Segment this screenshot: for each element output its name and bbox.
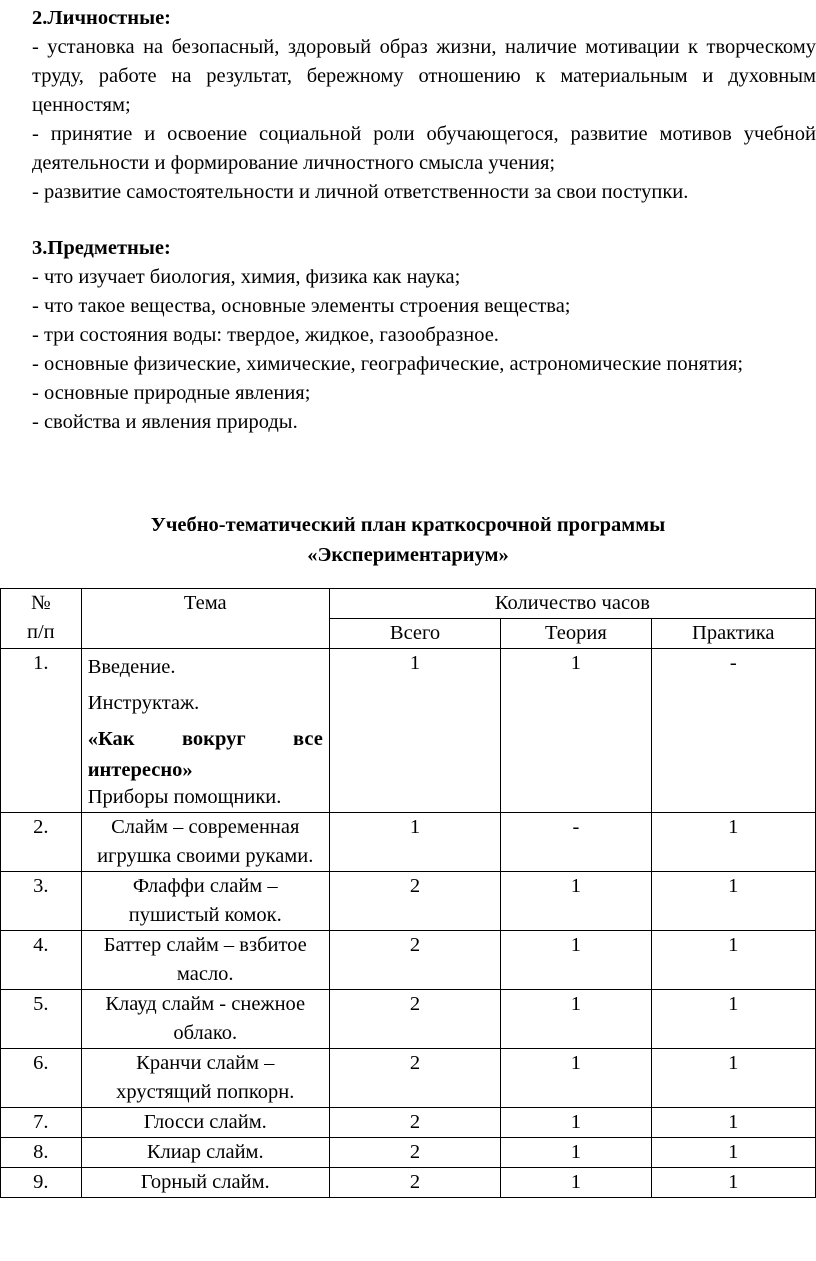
row-number: 5. <box>1 990 82 1049</box>
row-theory: - <box>501 813 651 872</box>
subject-item: - что изучает биология, химия, физика как наука; <box>32 266 461 288</box>
subject-item: - основные природные явления; <box>32 382 311 404</box>
table-row <box>1 649 816 813</box>
row-practice: 1 <box>651 813 815 872</box>
row-number: 1. <box>1 649 82 813</box>
subject-item: - что такое вещества, основные элементы строения вещества; <box>32 295 571 317</box>
row-theory: 1 <box>501 1138 651 1168</box>
row-topic: Клиар слайм. <box>81 1138 329 1168</box>
row-theory: 1 <box>501 649 651 813</box>
row-topic: Введение. Инструктаж. «Как вокруг все интересно» Приборы помощники. <box>81 649 329 813</box>
plan-table <box>0 588 816 1198</box>
row-number: 3. <box>1 872 82 931</box>
table-row <box>1 1138 816 1168</box>
row-topic: Глосси слайм. <box>81 1108 329 1138</box>
header-number: № п/п <box>1 589 82 649</box>
subject-item: - основные физические, химические, географические, астрономические понятия; <box>32 353 744 375</box>
row-number: 9. <box>1 1168 82 1198</box>
row-topic: Кранчи слайм – хрустящий попкорн. <box>81 1049 329 1108</box>
plan-title-line2: «Экспериментариум» <box>307 544 509 566</box>
row-topic: Клауд слайм - снежное облако. <box>81 990 329 1049</box>
table-row <box>1 1049 816 1108</box>
row-practice: 1 <box>651 931 815 990</box>
table-row <box>1 931 816 990</box>
subject-item: - три состояния воды: твердое, жидкое, газообразное. <box>32 324 499 346</box>
row-number: 7. <box>1 1108 82 1138</box>
row-practice: 1 <box>651 1138 815 1168</box>
row-total: 2 <box>329 1138 500 1168</box>
row-practice: 1 <box>651 1049 815 1108</box>
row-total: 1 <box>329 813 500 872</box>
row-theory: 1 <box>501 1049 651 1108</box>
row-total: 2 <box>329 1168 500 1198</box>
document-body <box>32 4 816 437</box>
row-total: 2 <box>329 931 500 990</box>
row-theory: 1 <box>501 1168 651 1198</box>
row-number: 6. <box>1 1049 82 1108</box>
plan-title-line1: Учебно-тематический план краткосрочной программы <box>150 514 666 536</box>
table-row <box>1 990 816 1049</box>
row-total: 2 <box>329 990 500 1049</box>
table-row <box>1 1108 816 1138</box>
row-total: 2 <box>329 1108 500 1138</box>
table-row <box>1 813 816 872</box>
row-theory: 1 <box>501 872 651 931</box>
row-topic: Баттер слайм – взбитое масло. <box>81 931 329 990</box>
table-row <box>1 872 816 931</box>
row-topic: Слайм – современная игрушка своими руками. <box>81 813 329 872</box>
personal-heading: 2.Личностные: <box>32 7 171 29</box>
row-total: 1 <box>329 649 500 813</box>
row-topic: Горный слайм. <box>81 1168 329 1198</box>
row-theory: 1 <box>501 1108 651 1138</box>
row-practice: 1 <box>651 872 815 931</box>
row-total: 2 <box>329 1049 500 1108</box>
header-total: Всего <box>329 619 500 649</box>
row-number: 2. <box>1 813 82 872</box>
subject-heading: 3.Предметные: <box>32 237 171 259</box>
row-practice: 1 <box>651 1168 815 1198</box>
row-topic: Флаффи слайм – пушистый комок. <box>81 872 329 931</box>
subject-item: - свойства и явления природы. <box>32 411 298 433</box>
row-theory: 1 <box>501 931 651 990</box>
personal-item: - принятие и освоение социальной роли обучающегося, развитие мотивов учебной деятельности и формирование личностного смысла учения; <box>32 123 816 174</box>
header-hours: Количество часов <box>329 589 815 619</box>
table-header-row <box>1 589 816 619</box>
header-theory: Теория <box>501 619 651 649</box>
header-practice: Практика <box>651 619 815 649</box>
row-number: 8. <box>1 1138 82 1168</box>
plan-title <box>0 510 816 570</box>
row-number: 4. <box>1 931 82 990</box>
row-practice: - <box>651 649 815 813</box>
table-row <box>1 1168 816 1198</box>
row-practice: 1 <box>651 990 815 1049</box>
personal-item: - установка на безопасный, здоровый образ жизни, наличие мотивации к творческому труду, работе на результат, бережному отношению к материальным и духовным ценностям; <box>32 36 816 116</box>
header-topic: Тема <box>81 589 329 649</box>
row-practice: 1 <box>651 1108 815 1138</box>
personal-item: - развитие самостоятельности и личной ответственности за свои поступки. <box>32 181 689 203</box>
row-total: 2 <box>329 872 500 931</box>
row-theory: 1 <box>501 990 651 1049</box>
